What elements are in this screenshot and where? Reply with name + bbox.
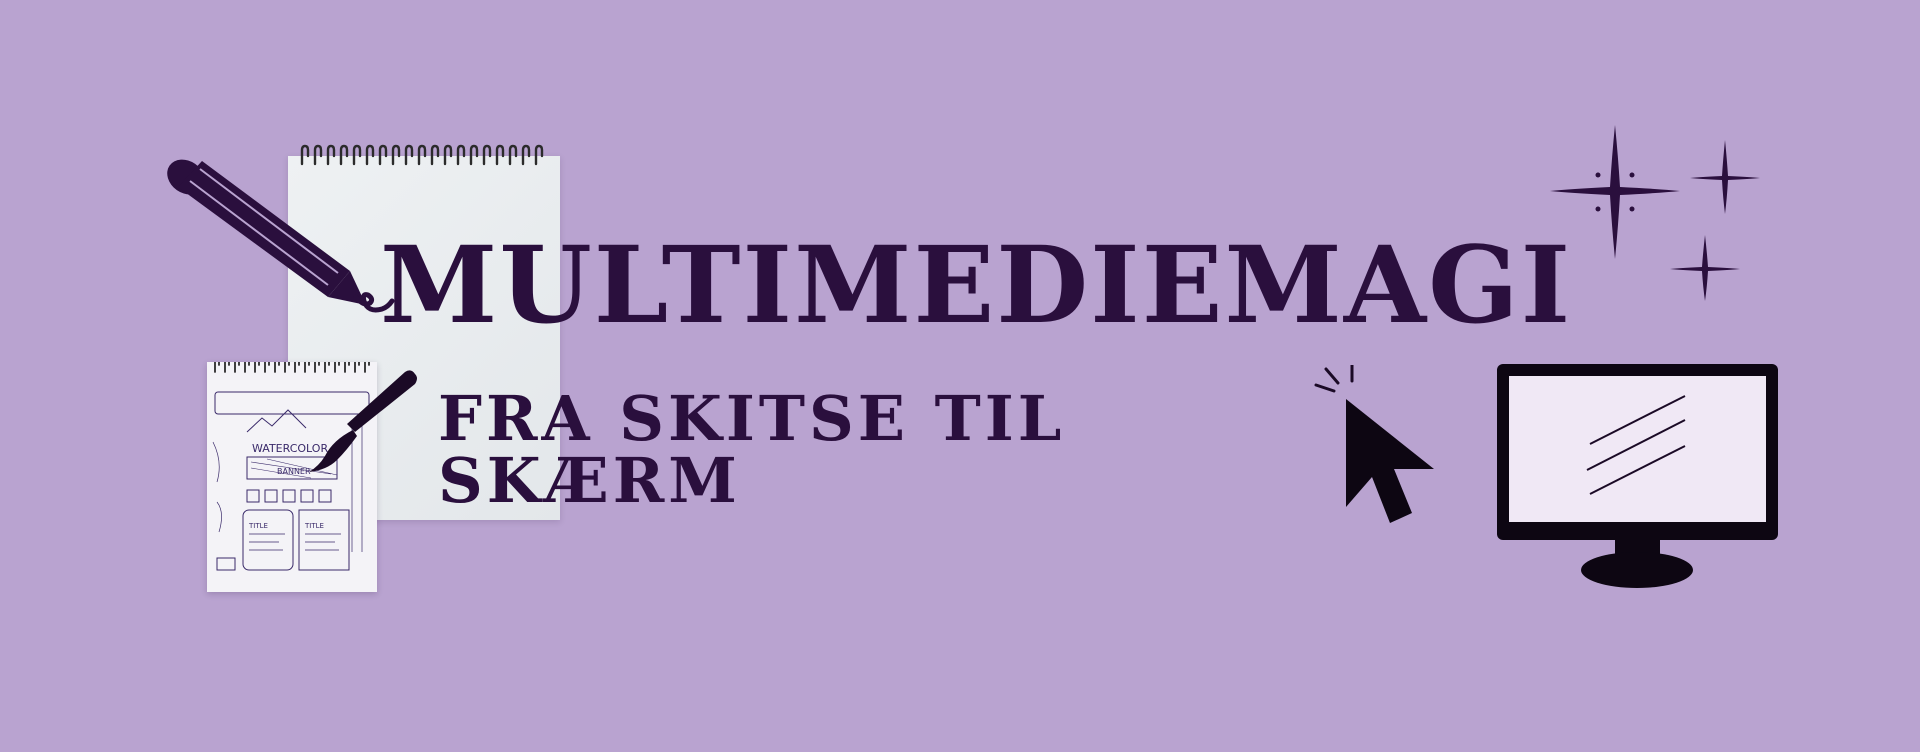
banner-subtitle: FRA SKITSE TIL SKÆRM [438, 382, 1066, 517]
pencil-icon [160, 155, 410, 345]
mouse-cursor-icon [1312, 365, 1437, 525]
sketch-banner-label: BANNER [277, 467, 311, 476]
sketch-watercolor-label: WATERCOLOR [252, 442, 329, 455]
banner-title: MULTIMEDIEMAGI [380, 222, 1573, 347]
monitor-screen [1509, 376, 1766, 522]
sketch-title-label-2: TITLE [305, 522, 324, 530]
sparkles-icon [1540, 125, 1780, 330]
paintbrush-icon [305, 368, 420, 478]
sketch-title-label-1: TITLE [249, 522, 268, 530]
monitor-icon [1495, 362, 1780, 590]
